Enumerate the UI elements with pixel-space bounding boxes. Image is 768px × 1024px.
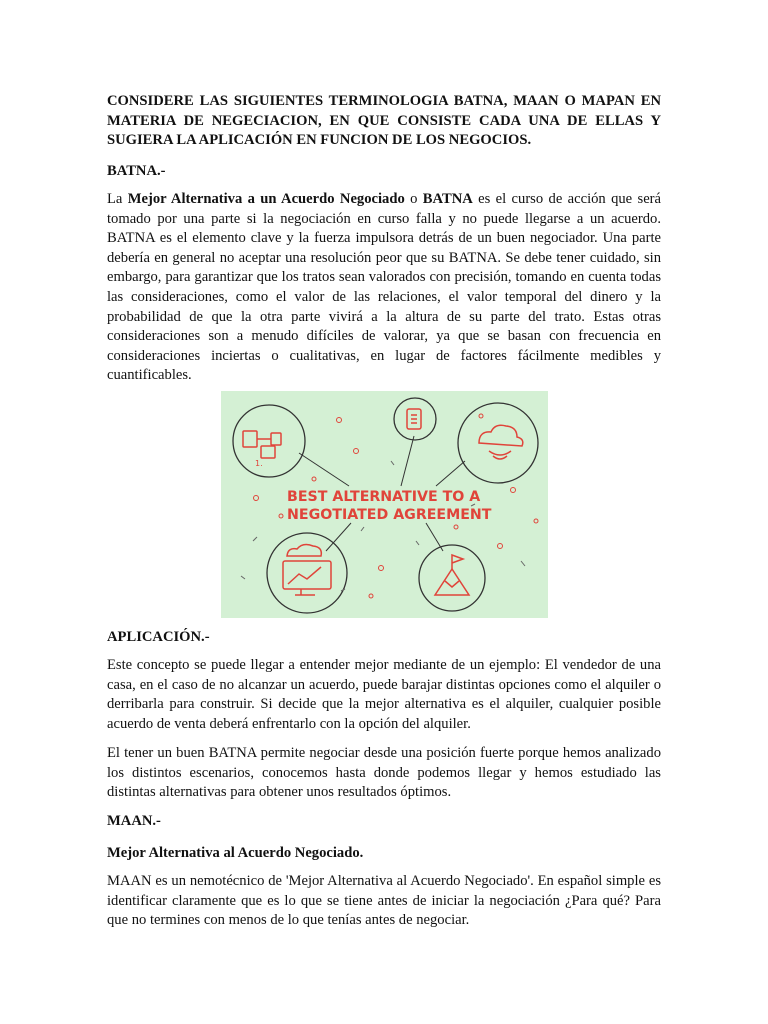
aplicacion-paragraph-2: El tener un buen BATNA permite negociar desde una posición fuerte porque hemos analizado los distintos escenarios, conocemos hasta donde podemos llegar y hemos estudiado las distintas alternativas para obtener unos resultados óptimos. xyxy=(107,745,661,801)
batna-term-spanish: Mejor Alternativa a un Acuerdo Negociado xyxy=(127,191,405,207)
aplicacion-heading: APLICACIÓN.- xyxy=(107,629,210,645)
batna-text-la: La xyxy=(107,191,128,207)
batna-heading: BATNA.- xyxy=(107,163,166,179)
aplicacion-paragraph-1: Este concepto se puede llegar a entender mejor mediante de un ejemplo: El vendedor de una casa, en el caso de no alcanzar un acuerdo, puede barajar distintas opciones como el alquiler o derribarla para construir. Si decide que la mejor alternativa es el alquiler, cualquier posible acuerdo de venta deberá enfrentarlo con la opción del alquiler. xyxy=(107,657,661,732)
document-title: CONSIDERE LAS SIGUIENTES TERMINOLOGIA BATNA, MAAN O MAPAN EN MATERIA DE NEGECIACION, EN QUE CONSISTE CADA UNA DE ELLAS Y SUGIERA LA APLICACIÓN EN FUNCION DE LOS NEGOCIOS. xyxy=(107,93,661,149)
maan-subheading: Mejor Alternativa al Acuerdo Negociado. xyxy=(107,845,364,861)
maan-paragraph: MAAN es un nemotécnico de 'Mejor Alternativa al Acuerdo Negociado'. En español simple es identificar claramente que es lo que se tiene antes de iniciar la negociación ¿Para qué? Para que no termines con menos de lo que tenías antes de negociar. xyxy=(107,873,661,929)
batna-illustration xyxy=(221,391,548,618)
svg-text:1.: 1. xyxy=(255,459,263,468)
illustration-title-line1: BEST ALTERNATIVE TO A xyxy=(287,489,481,505)
batna-text-o: o xyxy=(404,191,423,207)
maan-heading: MAAN.- xyxy=(107,813,161,829)
batna-paragraph xyxy=(107,190,661,386)
batna-term-acronym: BATNA xyxy=(422,191,473,207)
batna-text-body: es el curso de acción que será tomado por una parte si la negociación en curso falla y no puede llegarse a un acuerdo. BATNA es el elemento clave y la fuerza impulsora detrás de un buen negociador. Una parte debería en general no aceptar una resolución peor que su BATNA. Se debe tener cuidado, sin embargo, para garantizar que los tratos sean valorados con precisión, tomando en cuenta todas las consideraciones, como el valor de las relaciones, el valor temporal del dinero y la probabilidad de que la otra parte vivirá a la altura de su parte del trato. Estas otras consideraciones son a menudo difíciles de valorar, ya que se basan con frecuencia en consideraciones inciertas o cualitativas, en lugar de factores fácilmente medibles y cuantificables. xyxy=(107,191,662,384)
illustration-title-line2: NEGOTIATED AGREEMENT xyxy=(287,507,492,523)
